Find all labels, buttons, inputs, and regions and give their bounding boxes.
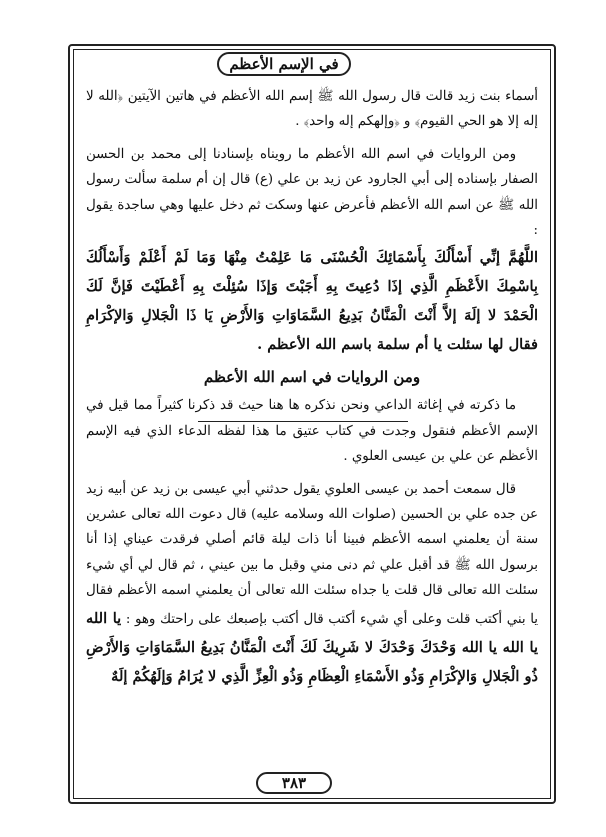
paragraph-hadith-asma: أسماء بنت زيد قالت قال رسول الله ﷺ إسم الله الأعظم في هاتين الآيتين ﴿الله لا إله إلا هو الحي القيوم﴾ و ﴿وإلهكم إله واحد﴾ .	[86, 89, 538, 130]
chapter-title: في الإسم الأعظم	[217, 52, 351, 76]
paragraph-ighathat-al-dai: ما ذكرته في إغاثة الداعي ونحن نذكره ها هنا حيث قد ذكرنا كثيراً مما قيل في الإسم الأعظم فنقول وجدت في كتاب عتيق ما هذا لفظه الدعاء الذي فيه الإسم الأعظم عن علي بن عيسى العلوي .	[86, 398, 538, 465]
paragraph-narration-umm-salama: ومن الروايات في اسم الله الأعظم ما رويناه بإسنادنا إلى محمد بن الحسن الصفار بإسناده إلى أبي الجارود عن زيد بن علي (ع) قال إن أم سلمة سألت رسول الله ﷺ عن اسم الله الأعظم فأعرض عنها وسكت ثم دخل عليها وهي ساجدة يقول :	[86, 146, 538, 239]
paragraph-ali-bin-isa	[86, 477, 538, 691]
prayer-text: اللَّهُمَّ إنِّي أَسْأَلُكَ بِأَسْمَائِكَ الْحُسْنَى مَا عَلِمْتُ مِنْهَا وَمَا لَمْ أَعْلَمْ وَأَسْأَلُكَ بِاسْمِكَ الأَعْظَمِ الَّذِي إذَا دُعِيتَ بِهِ أَجَبْتَ وَإذَا سُئِلْتَ بِهِ أَعْطَيْتَ فَإنَّ لَكَ الْحَمْدَ لا إلَهَ إلاَّ أَنْتَ الْمَنَّانُ بَدِيعُ السَّمَاوَاتِ وَالأَرْضِ يَا ذَا الْجَلالِ وَالإكْرَامِ فقال لها سئلت يا أم سلمة باسم الله الأعظم .	[86, 249, 538, 354]
heading-underline	[198, 421, 408, 422]
prayer-text-2: يا الله يا الله يا الله وَحْدَكَ وَحْدَكَ لا شَرِيكَ لَكَ أَنْتَ الْمَنَّانُ بَدِيعُ السَّمَاوَاتِ وَالأَرْضِ ذُو الْجَلالِ وَالإكْرَامِ وَذُو الأَسْمَاءِ الْعِظَامِ وَذُو الْعِزِّ الَّذِي لا يُرَامُ وَإلَهُكُمْ إلَهٌ	[86, 609, 538, 685]
section-heading: ومن الروايات في اسم الله الأعظم	[203, 368, 421, 387]
narration-text: قال سمعت أحمد بن عيسى العلوي يقول حدثني أبي عيسى بن زيد عن أبيه زيد عن جده علي بن الحسين (صلوات الله وسلامه عليه) قال دعوت الله تعالى عشرين سنة أن يعلمني اسمه الأعظم فبينا أنا ذات ليلة قائم أصلي فرقدت عيناي إذا أنا برسول الله ﷺ قد أقبل علي ثم دنى مني وقبل ما بين عيني ، ثم قال لي أي شيء سئلت الله تعالى قال قلت يا جداه سئلت الله تعالى أن يعلمني اسمه الأعظم فقال يا بني أكتب قلت وعلى أي شيء أكتب قال أكتب بإصبعك على راحتك وهو :	[86, 481, 538, 627]
page-body	[86, 84, 538, 769]
page-number: ٣٨٣	[256, 772, 332, 794]
